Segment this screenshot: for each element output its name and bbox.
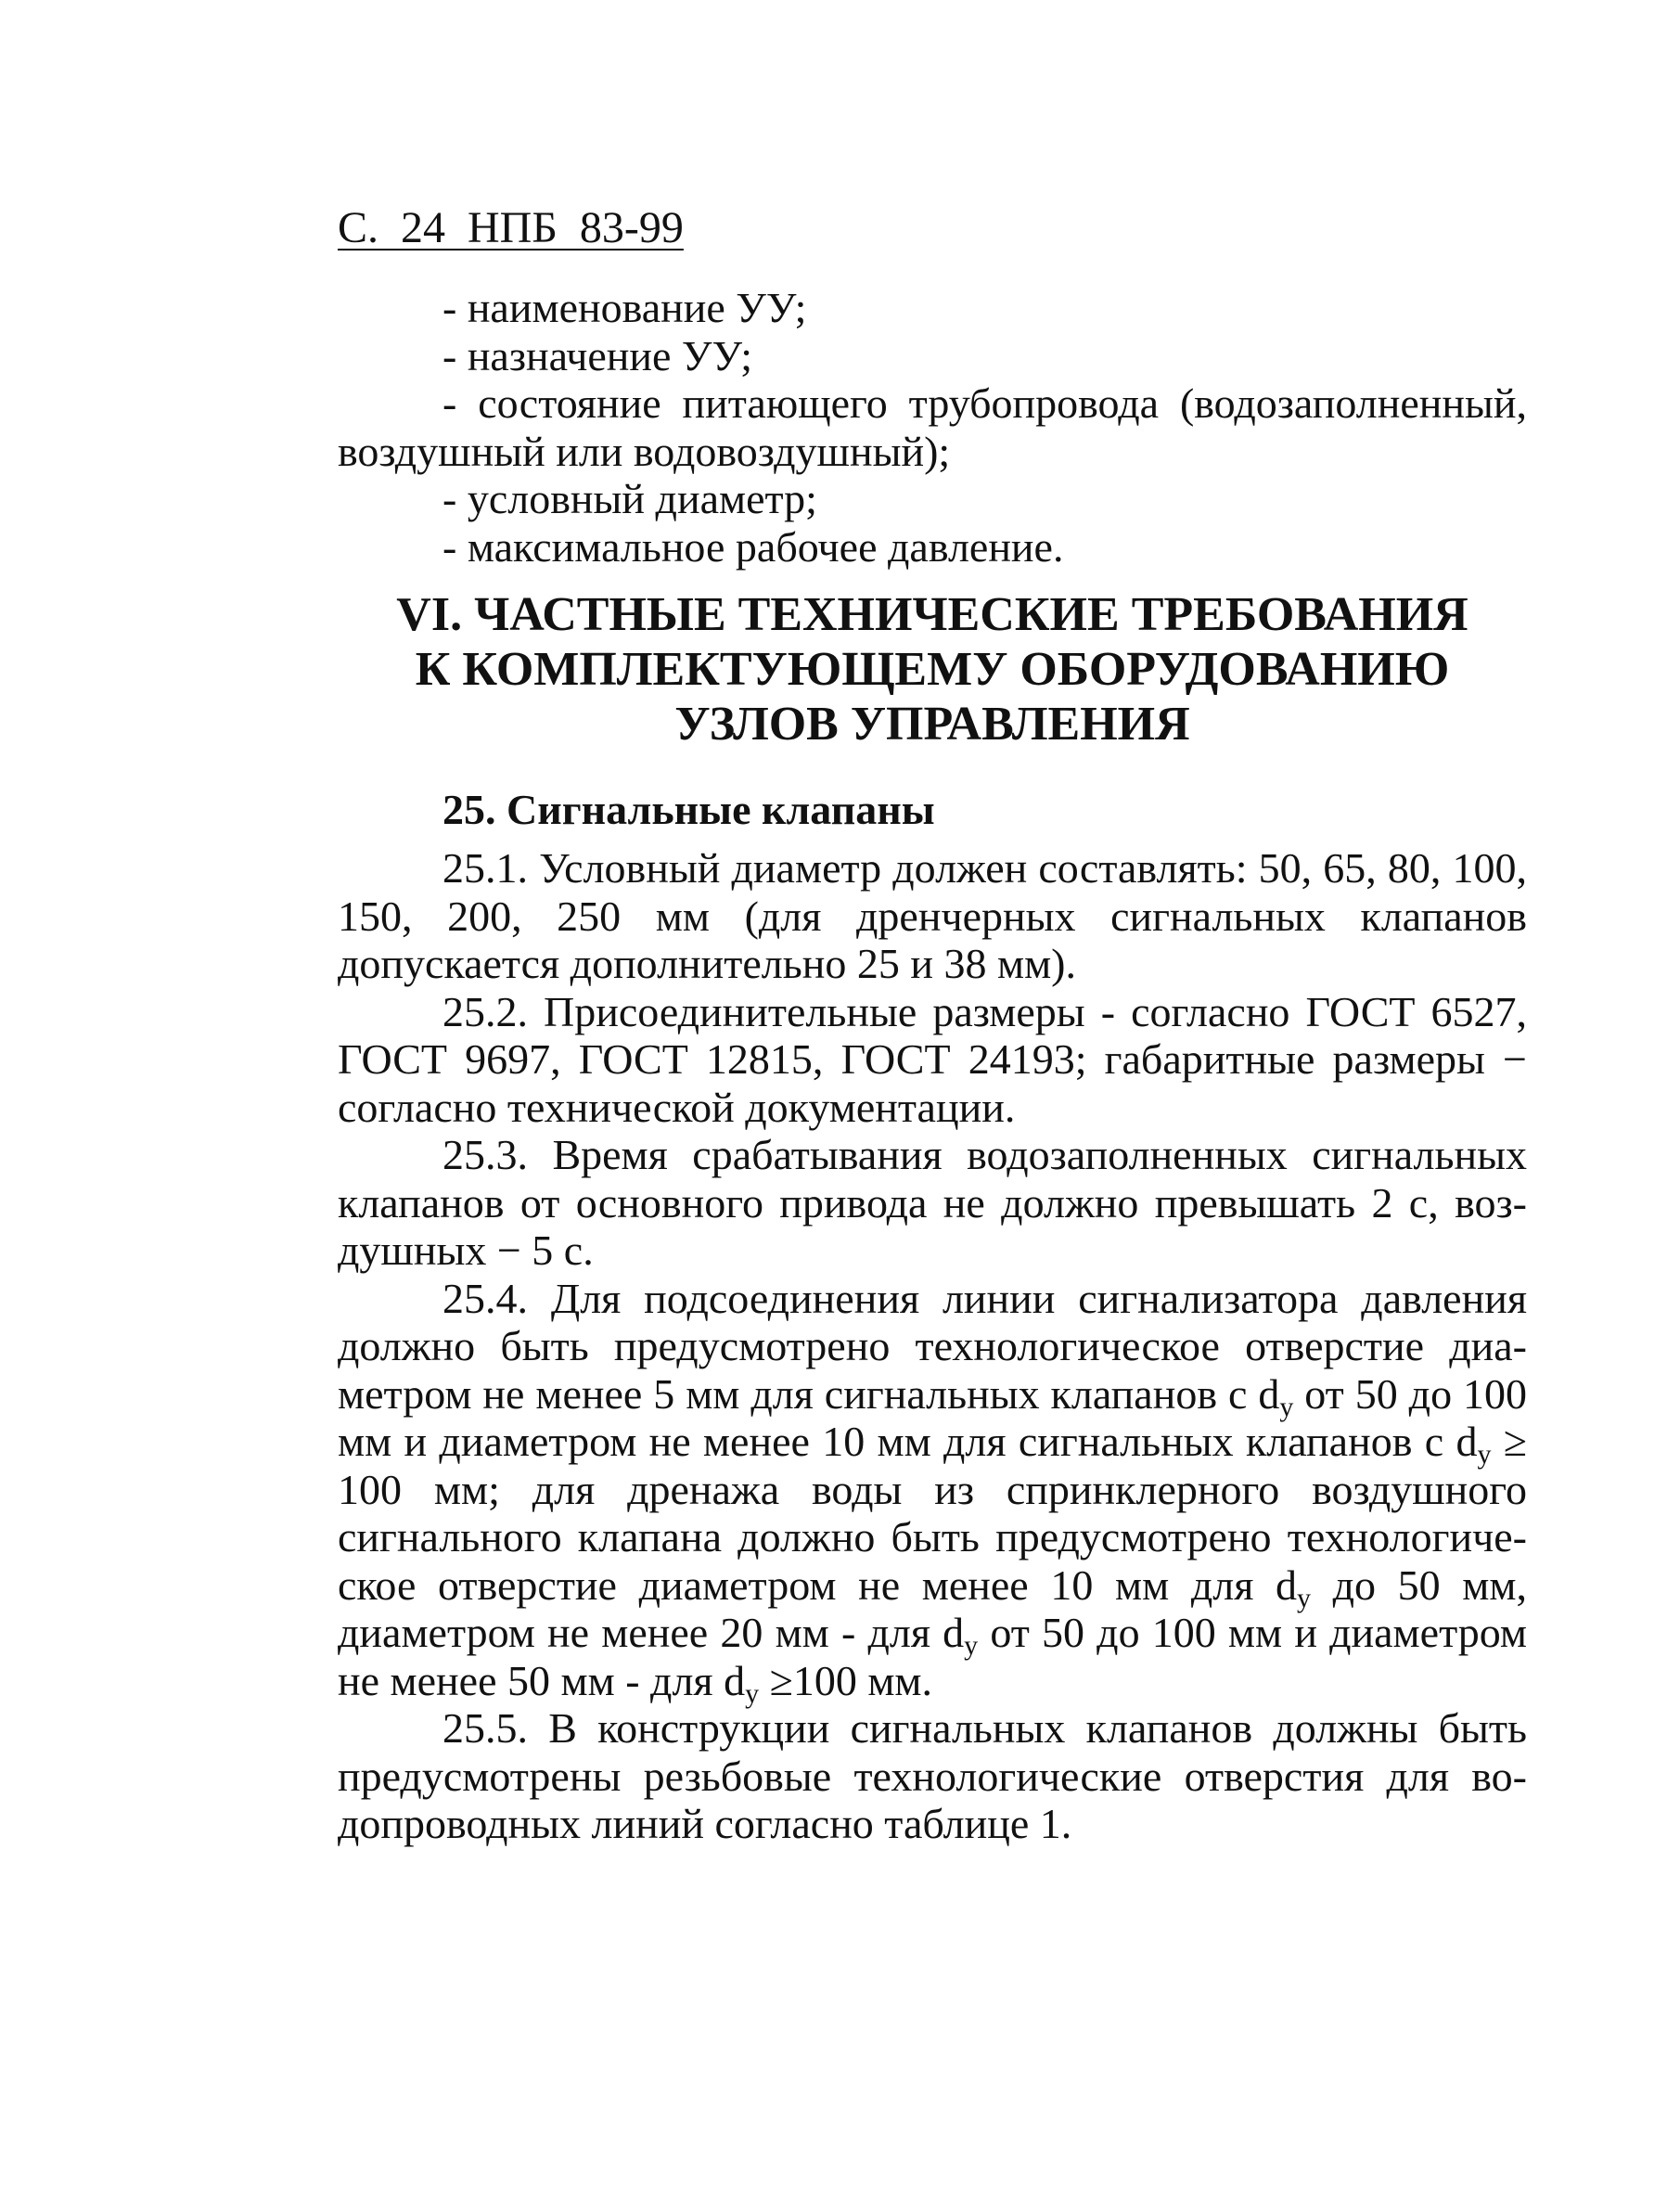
page-header: С. 24 НПБ 83-99: [338, 203, 684, 252]
subscript: y: [964, 1630, 979, 1661]
list-item: - наименование УУ;: [442, 284, 807, 331]
section-title-line: VI. ЧАСТНЫЕ ТЕХНИЧЕСКИЕ ТРЕБОВАНИЯ: [396, 588, 1468, 641]
item-list: [338, 284, 1527, 571]
clause-text: ≥100 мм.: [759, 1656, 933, 1704]
clause-text: от 50 до 100 мм и диаметром не менее 10 мм для сигнальных клапанов с d: [338, 1369, 1528, 1465]
list-item: - условный диаметр;: [442, 475, 817, 522]
subscript: y: [1279, 1391, 1294, 1422]
list-item: - состояние питающего трубопровода (водозаполненный, воздушный или водовоздушный);: [338, 379, 1527, 475]
page-body: [338, 284, 1527, 1848]
subscript: y: [1477, 1439, 1492, 1470]
clause-25-5: 25.5. В конструкции сигнальных клапанов должны быть предусмотрены резьбовые технологические отверстия для водопроводных линий согласно таблице 1.: [338, 1704, 1527, 1847]
clause-text: 25.4. Для подсоединения линии сигнализатора давления должно быть предусмотрено технологическое отверстие диаметром не менее 5 мм для сигнальных клапанов с d: [338, 1274, 1527, 1418]
subscript: y: [745, 1677, 760, 1709]
list-item: - максимальное рабочее давление.: [442, 522, 1064, 571]
clause-25-2: 25.2. Присоединительные размеры - согласно ГОСТ 6527, ГОСТ 9697, ГОСТ 12815, ГОСТ 24193; габаритные размеры − согласно технической документации.: [338, 987, 1527, 1131]
section-title-line: УЗЛОВ УПРАВЛЕНИЯ: [674, 698, 1190, 751]
subsection-title: 25. Сигнальные клапаны: [442, 786, 935, 833]
clause-text: до 50 мм, диаметром не менее 20 мм - для d: [338, 1560, 1527, 1656]
clause-25-4: [338, 1274, 1528, 1709]
clause-25-1: 25.1. Условный диаметр должен составлять: 50, 65, 80, 100, 150, 200, 250 мм (для дренчерных сигнальных клапанов допускается дополнительно 25 и 38 мм).: [338, 844, 1527, 987]
section-title: [338, 587, 1527, 751]
list-item: - назначение УУ;: [442, 331, 753, 379]
clause-25-3: 25.3. Время срабатывания водозаполненных сигнальных клапанов от основного привода не должно превышать 2 с, воздушных − 5 с.: [338, 1131, 1527, 1274]
clause-text: от 50 до 100 мм и диаметром не менее 50 мм - для d: [338, 1609, 1527, 1704]
subscript: y: [1296, 1582, 1311, 1613]
clause-text: ≥ 100 мм; для дренажа воды из спринклерного воздушного сигнального клапана должно быть предусмотрено технологическое отверстие диаметром не менее 10 мм для d: [338, 1418, 1527, 1609]
section-title-line: К КОМПЛЕКТУЮЩЕМУ ОБОРУДОВАНИЮ: [415, 643, 1450, 696]
